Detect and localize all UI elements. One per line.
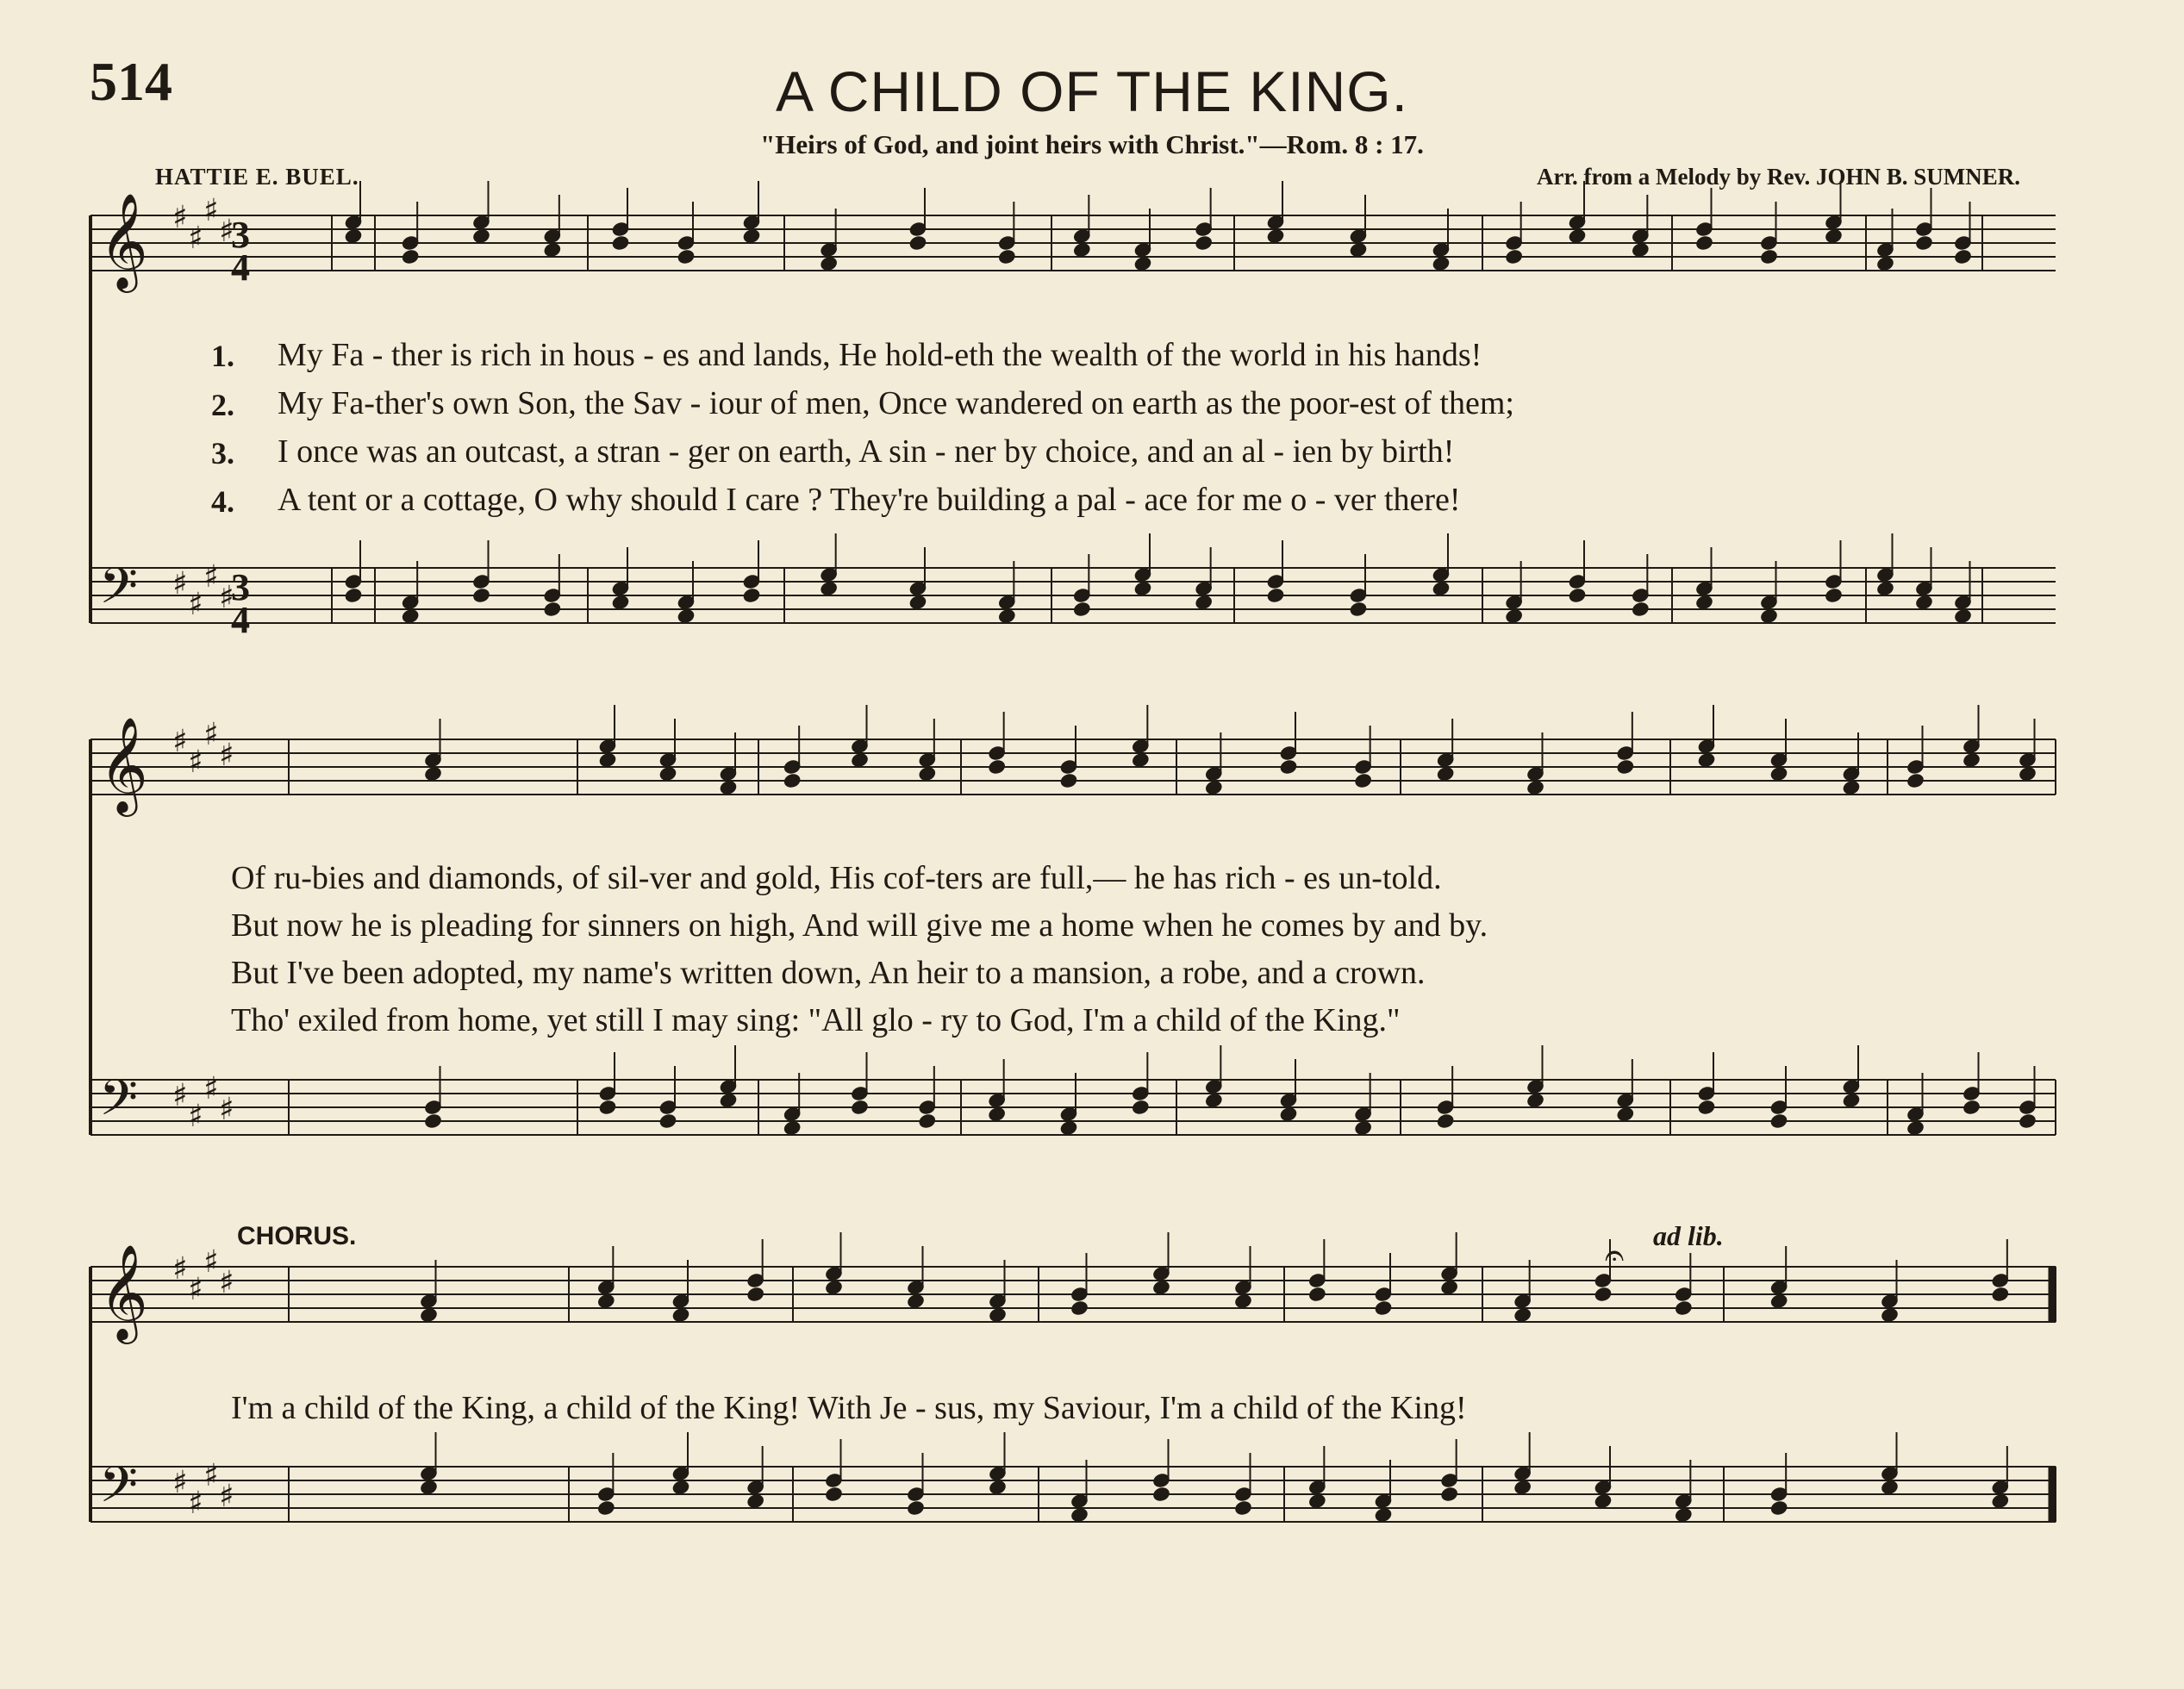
note-head <box>997 608 1016 624</box>
note-head <box>1440 1486 1459 1502</box>
note-head <box>1070 1506 1089 1523</box>
ad-lib-marking: ad lib. <box>1653 1220 1724 1251</box>
chorus-lyric-line: I'm a child of the King, a child of the King! With Je - sus, my Saviour, I'm a child of the King! <box>231 1390 1467 1426</box>
note-head <box>1697 751 1716 768</box>
note-head <box>424 1112 443 1129</box>
note-head <box>401 248 420 265</box>
note-head <box>1769 1112 1788 1129</box>
note-head <box>472 227 491 244</box>
note-head <box>1513 1479 1532 1495</box>
treble-clef-icon: 𝄞 <box>99 192 148 289</box>
note-head <box>543 601 562 617</box>
note-head <box>825 1486 844 1502</box>
hymn-title: A CHILD OF THE KING. <box>776 59 1408 123</box>
lyric-line: My Fa-ther's own Son, the Sav - iour of men, Once wandered on earth as the poor-est of them; <box>278 385 1514 421</box>
sharp-icon: ♯ <box>172 200 188 235</box>
treble-time-signature: 3 4 <box>231 214 250 289</box>
note-head <box>1881 1479 1900 1495</box>
note-head <box>1594 1493 1613 1509</box>
sharp-icon: ♯ <box>203 193 219 228</box>
note-head <box>1991 1493 2010 1509</box>
sharp-icon: ♯ <box>203 1244 219 1280</box>
note-head <box>1697 1099 1716 1115</box>
note-head <box>989 1479 1008 1495</box>
sharp-icon: ♯ <box>172 1251 188 1287</box>
note-head <box>611 234 630 251</box>
note-head <box>1059 772 1078 788</box>
note-head <box>2019 765 2037 782</box>
sharp-icon: ♯ <box>172 1465 188 1500</box>
note-head <box>1436 1112 1455 1129</box>
bass-clef-icon: 𝄢 <box>99 1069 139 1139</box>
fermata-icon: 𝄐 <box>1605 1236 1625 1275</box>
note-head <box>908 594 927 610</box>
sharp-icon: ♯ <box>219 738 234 773</box>
note-head <box>918 765 937 782</box>
bass-clef-icon: 𝄢 <box>99 1455 139 1526</box>
note-head <box>1133 580 1152 596</box>
note-head <box>1906 1119 1925 1136</box>
note-head <box>1962 1099 1981 1115</box>
note-head <box>1195 594 1214 610</box>
note-head <box>1354 1119 1373 1136</box>
sharp-icon: ♯ <box>188 1486 203 1521</box>
sharp-icon: ♯ <box>219 214 234 249</box>
note-head <box>596 1499 615 1516</box>
note-head <box>1631 601 1650 617</box>
note-head <box>1825 587 1844 603</box>
note-head <box>1674 1506 1693 1523</box>
sharp-icon: ♯ <box>203 1071 219 1106</box>
lyric-line: Of ru-bies and diamonds, of sil-ver and gold, His cof-ters are full,— he has rich - es un-told. <box>231 860 1442 896</box>
sharp-icon: ♯ <box>203 717 219 752</box>
note-head <box>1505 608 1524 624</box>
note-head <box>1881 1306 1900 1323</box>
sharp-icon: ♯ <box>203 1458 219 1493</box>
note-head <box>1072 601 1091 617</box>
note-head <box>1505 248 1524 265</box>
note-head <box>1059 1119 1078 1136</box>
sharp-icon: ♯ <box>188 1099 203 1134</box>
bass-time-signature: 3 4 <box>231 566 250 641</box>
note-head <box>719 779 738 795</box>
sharp-icon: ♯ <box>188 221 203 256</box>
verse-number-4: 4. <box>211 484 234 519</box>
note-head <box>746 1286 765 1302</box>
note-head <box>1133 255 1152 271</box>
note-head <box>1131 751 1150 768</box>
note-head <box>1769 1293 1788 1309</box>
sharp-icon: ♯ <box>219 1265 234 1300</box>
note-head <box>1954 248 1973 265</box>
note-head <box>1876 255 1895 271</box>
note-head <box>742 587 761 603</box>
note-head <box>1991 1286 2010 1302</box>
note-head <box>783 1119 802 1136</box>
note-head <box>997 248 1016 265</box>
note-head <box>918 1112 937 1129</box>
note-head <box>1349 601 1368 617</box>
note-head <box>1568 227 1587 244</box>
note-head <box>1760 608 1779 624</box>
note-head <box>783 772 802 788</box>
note-head <box>2019 1112 2037 1129</box>
note-head <box>825 1279 844 1295</box>
final-bar <box>2049 1267 2056 1322</box>
note-head <box>677 248 696 265</box>
note-head <box>1906 772 1925 788</box>
note-head <box>1152 1486 1171 1502</box>
note-head <box>1072 241 1091 258</box>
note-head <box>988 1106 1007 1122</box>
lyric-line: Tho' exiled from home, yet still I may sing: "All glo - ry to God, I'm a child of the King." <box>231 1002 1401 1038</box>
note-head <box>1616 758 1635 775</box>
note-head <box>472 587 491 603</box>
note-head <box>1631 241 1650 258</box>
final-bar <box>2049 1467 2056 1522</box>
note-head <box>1432 580 1451 596</box>
sharp-icon: ♯ <box>172 724 188 759</box>
note-head <box>1695 594 1714 610</box>
note-head <box>746 1493 765 1509</box>
treble-clef-icon: 𝄞 <box>99 1243 148 1340</box>
note-head <box>1513 1306 1532 1323</box>
note-head <box>1436 765 1455 782</box>
note-head <box>851 1099 870 1115</box>
note-head <box>742 227 761 244</box>
lyric-line: But I've been adopted, my name's written down, An heir to a mansion, a robe, and a crown. <box>231 955 1426 991</box>
note-head <box>1769 1499 1788 1516</box>
note-head <box>420 1306 439 1323</box>
note-head <box>1915 234 1934 251</box>
note-head <box>1070 1299 1089 1316</box>
note-head <box>719 1092 738 1108</box>
note-head <box>1674 1299 1693 1316</box>
sharp-icon: ♯ <box>188 587 203 622</box>
note-head <box>1131 1099 1150 1115</box>
note-head <box>1204 779 1223 795</box>
note-head <box>677 608 696 624</box>
lyric-line: My Fa - ther is rich in hous - es and lands, He hold-eth the wealth of the world in his hands! <box>278 337 1482 373</box>
note-head <box>1279 758 1298 775</box>
note-head <box>1307 1286 1326 1302</box>
note-head <box>851 751 870 768</box>
note-head <box>908 234 927 251</box>
arranger-credit: Arr. from a Melody by Rev. JOHN B. SUMNER. <box>1537 164 2020 190</box>
hymn-number: 514 <box>90 51 172 112</box>
note-head <box>424 765 443 782</box>
note-head <box>671 1479 690 1495</box>
bass-clef-icon: 𝄢 <box>99 557 139 627</box>
note-head <box>543 241 562 258</box>
sharp-icon: ♯ <box>172 1078 188 1113</box>
lyric-line: I once was an outcast, a stran - ger on earth, A sin - ner by choice, and an al - ien by birth! <box>278 433 1455 470</box>
treble-clef-icon: 𝄞 <box>99 716 148 813</box>
note-head <box>1695 234 1714 251</box>
note-head <box>1374 1299 1393 1316</box>
note-head <box>1594 1286 1613 1302</box>
verse-number-1: 1. <box>211 339 234 373</box>
sharp-icon: ♯ <box>172 566 188 601</box>
lyric-line: But now he is pleading for sinners on high, And will give me a home when he comes by and by. <box>231 907 1488 944</box>
note-head <box>1432 255 1451 271</box>
note-head <box>1568 587 1587 603</box>
note-head <box>598 1099 617 1115</box>
note-head <box>1234 1293 1253 1309</box>
note-head <box>1825 227 1844 244</box>
author-credit: HATTIE E. BUEL. <box>155 164 359 190</box>
note-head <box>344 587 363 603</box>
note-head <box>1915 594 1934 610</box>
note-head <box>907 1499 926 1516</box>
note-head <box>658 765 677 782</box>
note-head <box>1842 779 1861 795</box>
chorus-label: CHORUS. <box>237 1222 357 1250</box>
note-head <box>420 1479 439 1495</box>
sharp-icon: ♯ <box>219 1479 234 1514</box>
note-head <box>989 1306 1008 1323</box>
note-head <box>1204 1092 1223 1108</box>
note-head <box>1440 1279 1459 1295</box>
note-head <box>671 1306 690 1323</box>
note-head <box>1616 1106 1635 1122</box>
note-head <box>344 227 363 244</box>
note-head <box>1279 1106 1298 1122</box>
sharp-icon: ♯ <box>188 1272 203 1307</box>
note-head <box>611 594 630 610</box>
note-head <box>1876 580 1895 596</box>
note-head <box>1374 1506 1393 1523</box>
note-head <box>1234 1499 1253 1516</box>
note-head <box>1842 1092 1861 1108</box>
note-head <box>401 608 420 624</box>
note-head <box>1266 587 1285 603</box>
note-head <box>1307 1493 1326 1509</box>
scripture-reference: "Heirs of God, and joint heirs with Christ."—Rom. 8 : 17. <box>760 129 1424 159</box>
note-head <box>820 580 839 596</box>
note-head <box>1152 1279 1171 1295</box>
sharp-icon: ♯ <box>203 559 219 595</box>
note-head <box>1769 765 1788 782</box>
note-head <box>1526 1092 1545 1108</box>
note-head <box>988 758 1007 775</box>
note-head <box>658 1112 677 1129</box>
note-head <box>598 751 617 768</box>
lyric-line: A tent or a cottage, O why should I care ? They're building a pal - ace for me o - ver there! <box>278 482 1461 518</box>
note-head <box>1962 751 1981 768</box>
note-head <box>1760 248 1779 265</box>
sharp-icon: ♯ <box>219 580 234 615</box>
note-head <box>1195 234 1214 251</box>
note-head <box>1526 779 1545 795</box>
verse-number-3: 3. <box>211 436 234 471</box>
sharp-icon: ♯ <box>188 745 203 780</box>
note-head <box>1354 772 1373 788</box>
note-head <box>1349 241 1368 258</box>
note-head <box>1954 608 1973 624</box>
verse-number-2: 2. <box>211 388 234 422</box>
note-head <box>820 255 839 271</box>
sharp-icon: ♯ <box>219 1092 234 1127</box>
note-head <box>1266 227 1285 244</box>
note-head <box>596 1293 615 1309</box>
note-head <box>907 1293 926 1309</box>
